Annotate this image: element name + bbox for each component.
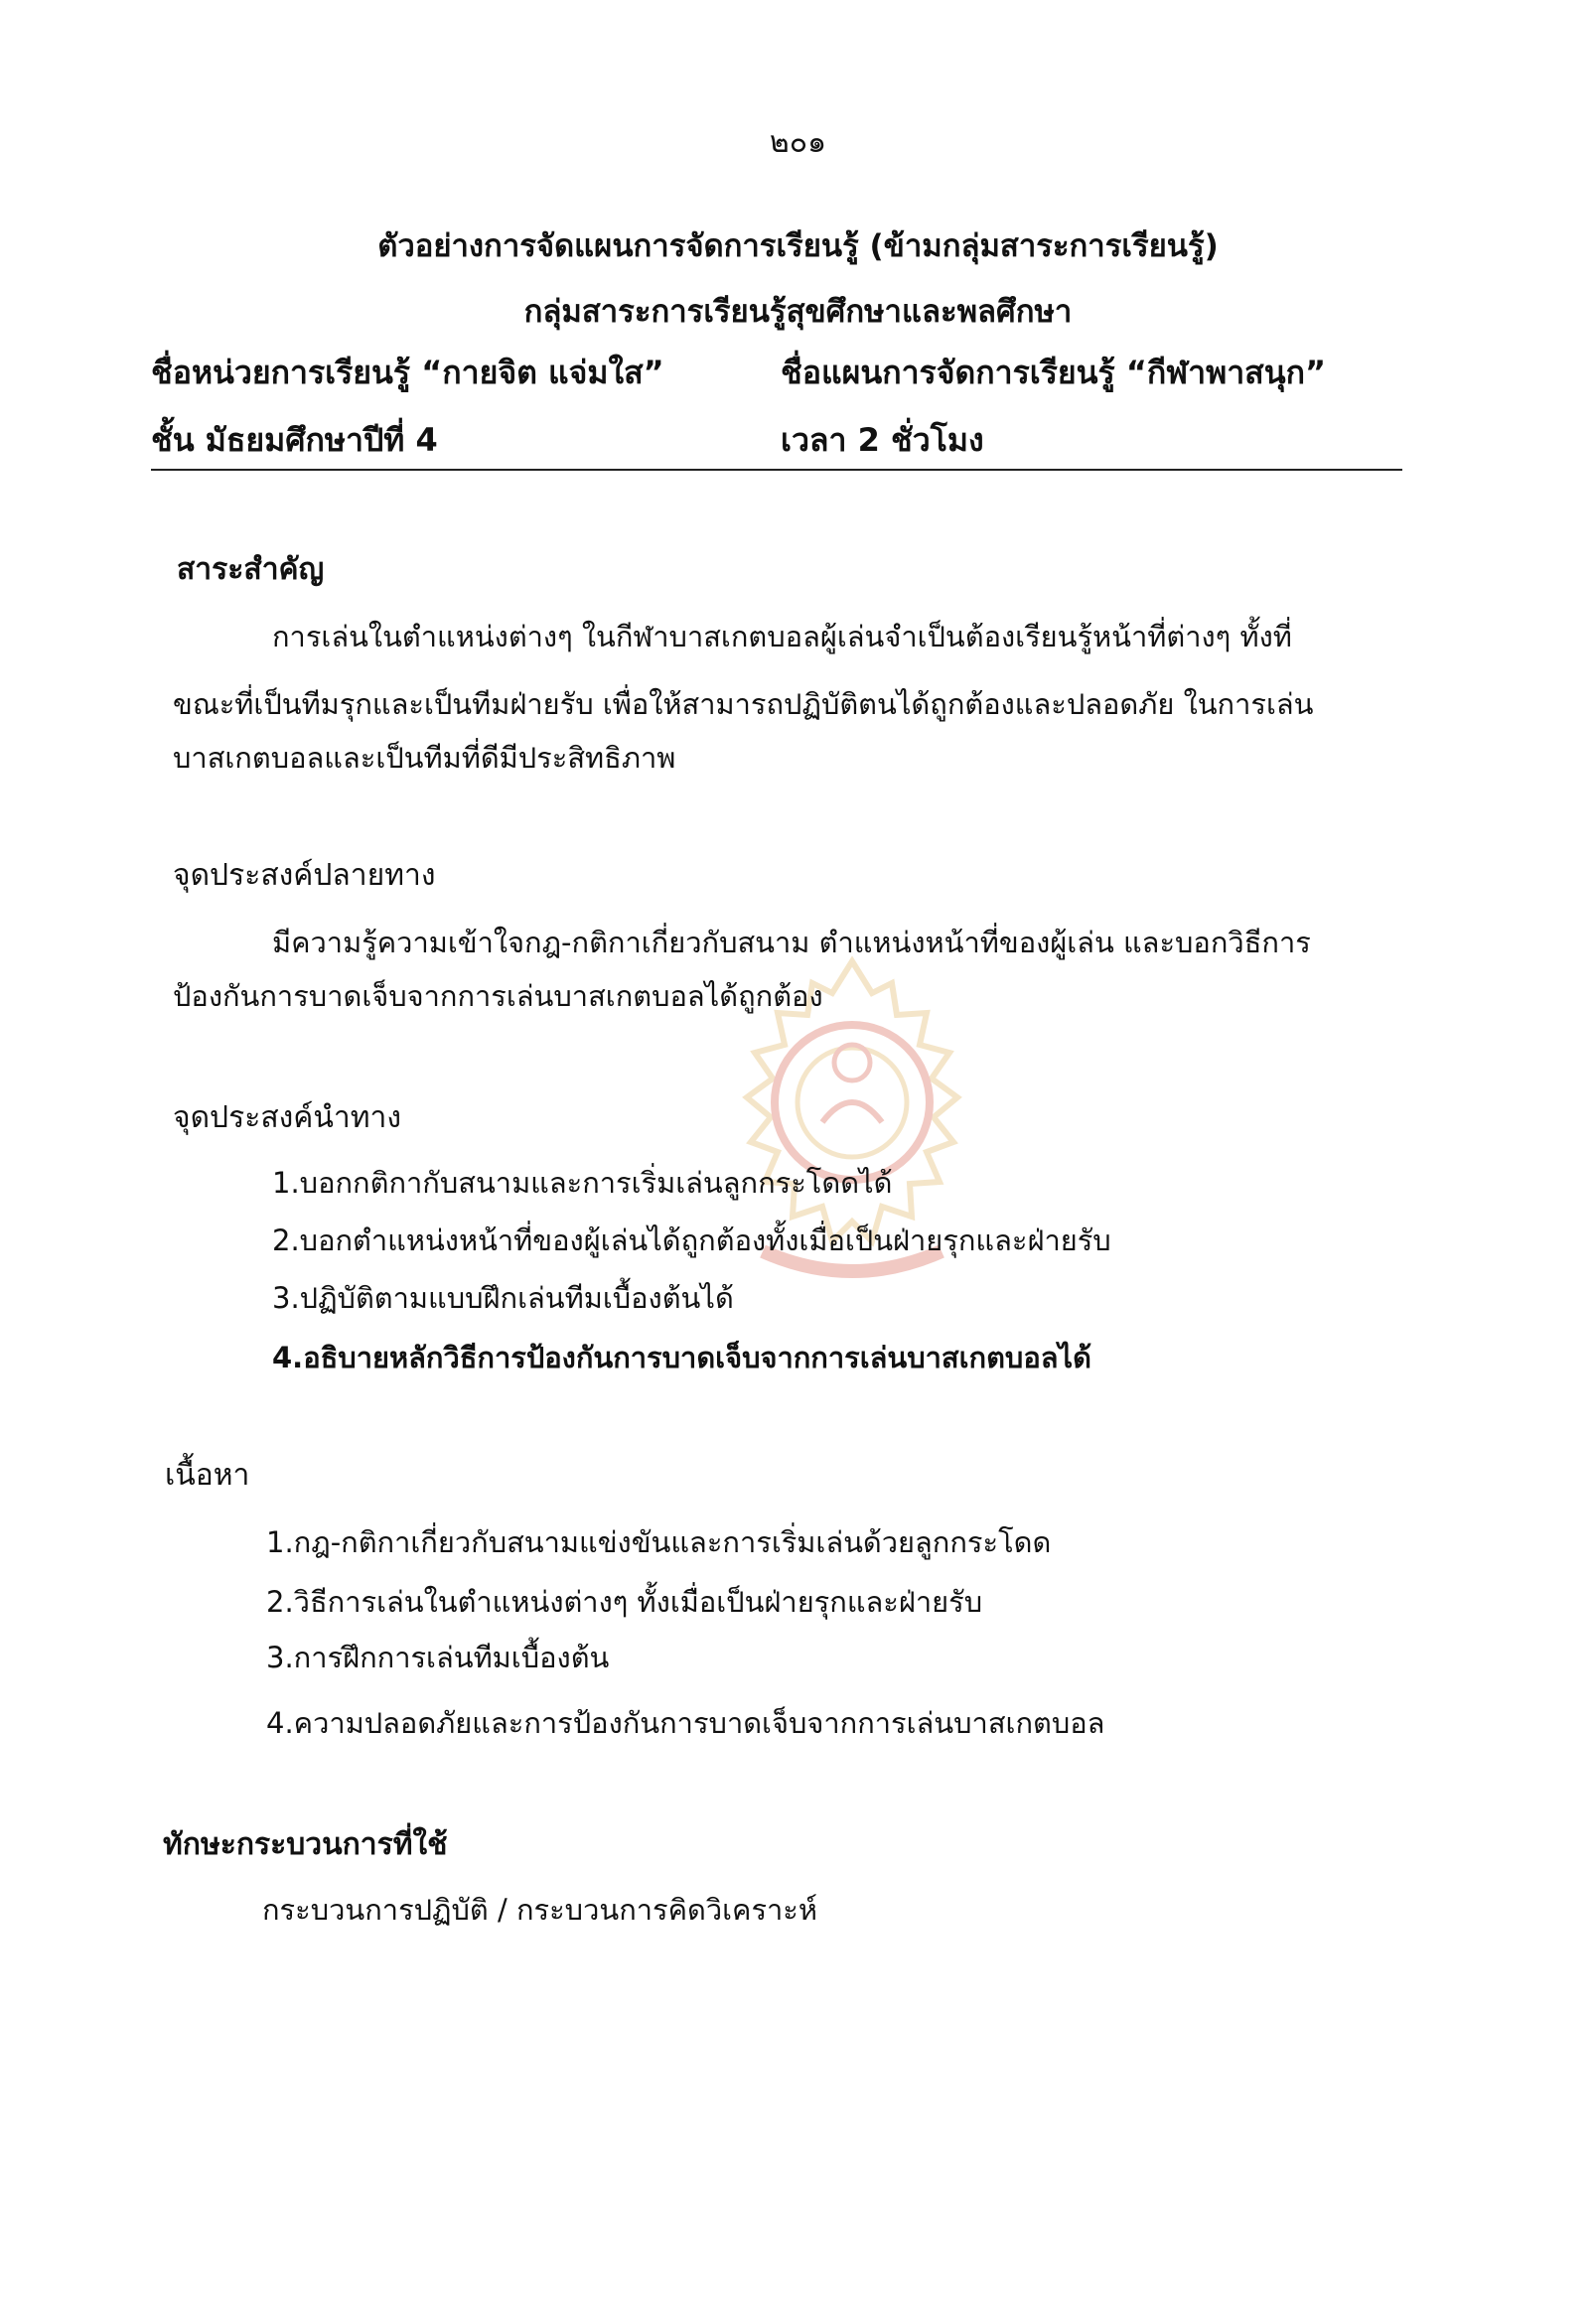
- key-concept-heading: สาระสำคัญ: [177, 552, 325, 587]
- duration: เวลา 2 ชั่วโมง: [781, 421, 984, 459]
- content-heading: เนื้อหา: [165, 1458, 250, 1493]
- enabling-objective-item: 2.บอกตำแหน่งหน้าที่ของผู้เล่นได้ถูกต้องทั้งเมื่อเป็นฝ่ายรุกและฝ่ายรับ: [272, 1223, 1111, 1257]
- key-concept-line: การเล่นในตำแหน่งต่างๆ ในกีฬาบาสเกตบอลผู้เล่นจำเป็นต้องเรียนรู้หน้าที่ต่างๆ ทั้งที่: [272, 620, 1292, 653]
- key-concept-line: บาสเกตบอลและเป็นทีมที่ดีมีประสิทธิภาพ: [173, 741, 676, 775]
- content-item: 1.กฎ-กติกาเกี่ยวกับสนามแข่งขันและการเริ่มเล่นด้วยลูกกระโดด: [266, 1525, 1052, 1559]
- document-subtitle: กลุ่มสาระการเรียนรู้สุขศึกษาและพลศึกษา: [523, 294, 1073, 330]
- content-item: 3.การฝึกการเล่นทีมเบื้องต้น: [266, 1641, 610, 1674]
- enabling-objective-item: 1.บอกกติกากับสนามและการเริ่มเล่นลูกกระโดดได้: [272, 1166, 893, 1200]
- plan-name: ชื่อแผนการจัดการเรียนรู้ “กีฬาพาสนุก”: [781, 354, 1326, 391]
- content-item: 2.วิธีการเล่นในตำแหน่งต่างๆ ทั้งเมื่อเป็นฝ่ายรุกและฝ่ายรับ: [266, 1585, 983, 1619]
- key-concept-line: ขณะที่เป็นทีมรุกและเป็นทีมฝ่ายรับ เพื่อให้สามารถปฏิบัติตนได้ถูกต้องและปลอดภัย ในการเล่น: [173, 687, 1314, 721]
- header-divider: [151, 469, 1402, 471]
- document-title: ตัวอย่างการจัดแผนการจัดการเรียนรู้ (ข้ามกลุ่มสาระการเรียนรู้): [377, 228, 1219, 264]
- enabling-objective-item: 4.อธิบายหลักวิธีการป้องกันการบาดเจ็บจากการเล่นบาสเกตบอลได้: [272, 1341, 1091, 1374]
- process-skills-heading: ทักษะกระบวนการที่ใช้: [163, 1827, 448, 1862]
- grade-level: ชั้น มัธยมศึกษาปีที่ 4: [151, 421, 438, 459]
- terminal-objective-heading: จุดประสงค์ปลายทาง: [173, 858, 436, 893]
- terminal-objective-line: มีความรู้ความเข้าใจกฎ-กติกาเกี่ยวกับสนาม ตำแหน่งหน้าที่ของผู้เล่น และบอกวิธีการ: [272, 926, 1311, 959]
- page-number: ๒๐๑: [769, 125, 827, 160]
- terminal-objective-line: ป้องกันการบาดเจ็บจากการเล่นบาสเกตบอลได้ถูกต้อง: [173, 979, 823, 1013]
- enabling-objective-item: 3.ปฏิบัติตามแบบฝึกเล่นทีมเบื้องต้นได้: [272, 1281, 734, 1315]
- enabling-objectives-heading: จุดประสงค์นำทาง: [173, 1100, 401, 1135]
- unit-name: ชื่อหน่วยการเรียนรู้ “กายจิต แจ่มใส”: [151, 354, 664, 391]
- process-skills-line: กระบวนการปฏิบัติ / กระบวนการคิดวิเคราะห์: [262, 1893, 818, 1927]
- content-item: 4.ความปลอดภัยและการป้องกันการบาดเจ็บจากการเล่นบาสเกตบอล: [266, 1706, 1105, 1740]
